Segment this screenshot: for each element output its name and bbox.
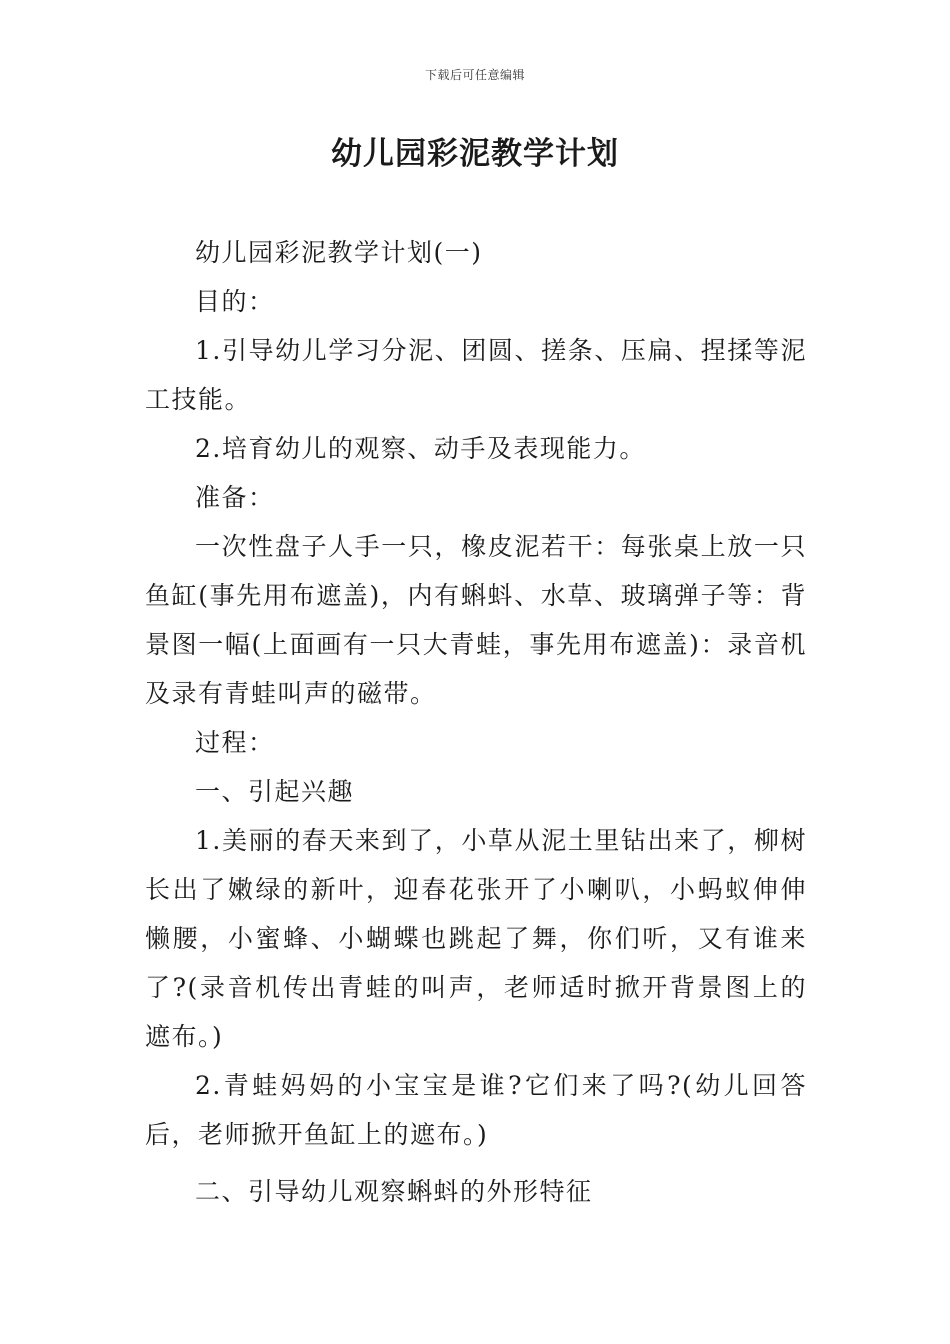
paragraph-section-2-heading: 二、引导幼儿观察蝌蚪的外形特征	[195, 1177, 593, 1206]
paragraph-section-1-step-1: 1.美丽的春天来到了，小草从泥土里钻出来了，柳树长出了嫩绿的新叶，迎春花张开了小喇叭，小蚂蚁伸伸懒腰，小蜜蜂、小蝴蝶也跳起了舞，你们听，又有谁来了?(录音机传出青蛙的叫声，老师适时掀开背景图上的遮布。)	[145, 826, 807, 1051]
paragraph-process-heading: 过程：	[195, 728, 275, 757]
paragraph-preparation-body: 一次性盘子人手一只，橡皮泥若干：每张桌上放一只鱼缸(事先用布遮盖)，内有蝌蚪、水草、玻璃弹子等：背景图一幅(上面画有一只大青蛙，事先用布遮盖)：录音机及录有青蛙叫声的磁带。	[145, 532, 807, 708]
paragraph-purpose-2: 2.培育幼儿的观察、动手及表现能力。	[195, 434, 646, 463]
paragraph-section-1-step-2: 2.青蛙妈妈的小宝宝是谁?它们来了吗?(幼儿回答后，老师掀开鱼缸上的遮布。)	[145, 1071, 807, 1149]
paragraph-purpose-heading: 目的：	[195, 287, 275, 316]
document-body	[145, 228, 807, 1216]
paragraph-subtitle: 幼儿园彩泥教学计划(一)	[195, 238, 483, 267]
page-header-note: 下载后可任意编辑	[424, 68, 525, 82]
paragraph-section-1-heading: 一、引起兴趣	[195, 777, 355, 806]
paragraph-preparation-heading: 准备：	[195, 483, 275, 512]
document-title: 幼儿园彩泥教学计划	[331, 136, 619, 172]
paragraph-purpose-1: 1.引导幼儿学习分泥、团圆、搓条、压扁、捏揉等泥工技能。	[145, 336, 807, 414]
